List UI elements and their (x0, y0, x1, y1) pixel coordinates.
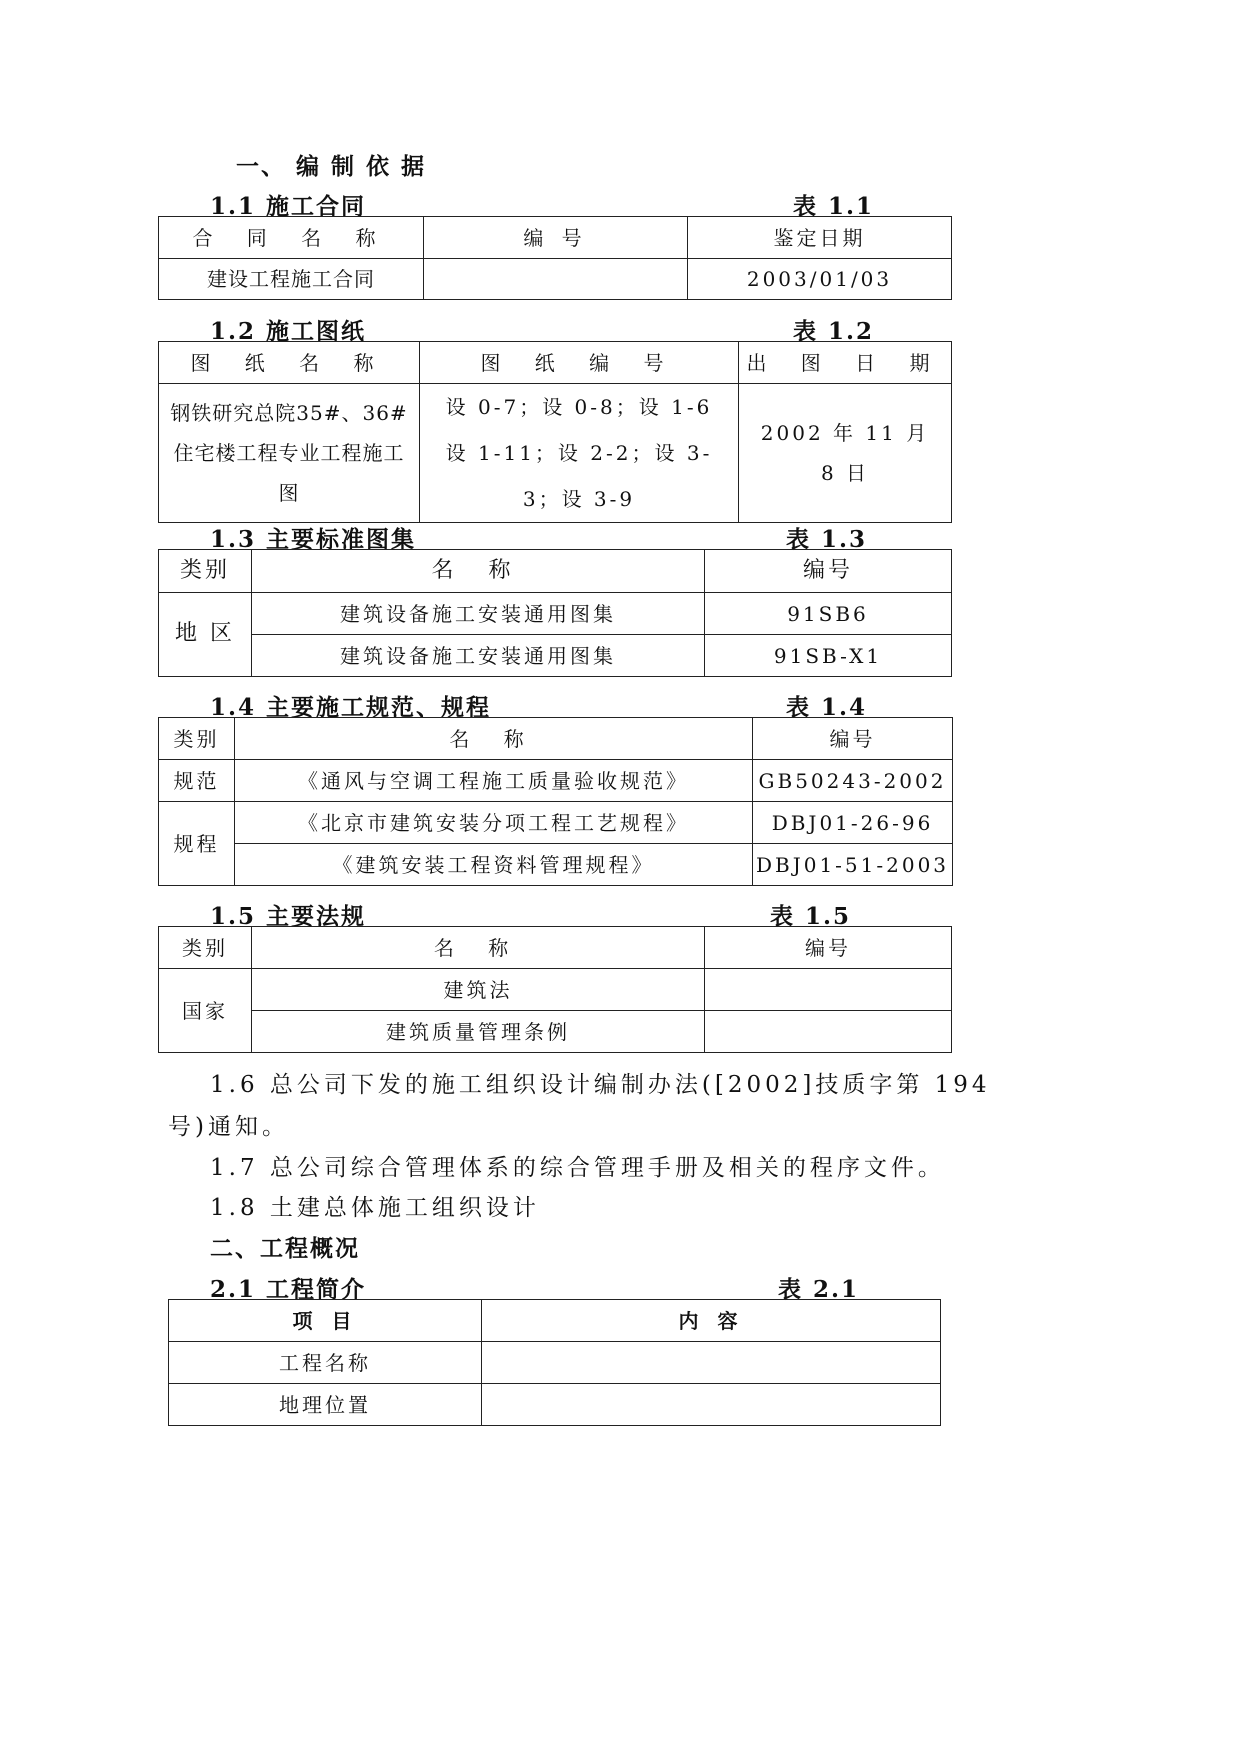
paragraph-1-6: 1.6 总公司下发的施工组织设计编制办法([2002]技质字第 194 (210, 1072, 991, 1098)
header-cell: 图 纸 名 称 (159, 342, 420, 384)
table-cell: DBJ01-51-2003 (753, 844, 953, 886)
header-cell: 鉴定日期 (688, 217, 952, 259)
table-row (159, 844, 953, 886)
table-row (169, 1384, 941, 1426)
header-cell: 类别 (159, 927, 252, 969)
header-cell: 名 称 (235, 718, 753, 760)
table-cell: 《通风与空调工程施工质量验收规范》 (235, 760, 753, 802)
table-1-4 (158, 717, 953, 886)
category-cell: 规范 (159, 760, 235, 802)
table-row (159, 635, 952, 677)
table-cell: 设 0-7；设 0-8；设 1-6 设 1-11；设 2-2；设 3-3；设 3-9 (420, 384, 739, 523)
header-cell: 类别 (159, 718, 235, 760)
table-cell (482, 1342, 941, 1384)
table-2-1-label: 表 2.1 (778, 1276, 860, 1303)
table-cell: 《建筑安装工程资料管理规程》 (235, 844, 753, 886)
table-row (159, 593, 952, 635)
table-2-1-title: 2.1 工程简介 (210, 1276, 367, 1303)
table-cell: DBJ01-26-96 (753, 802, 953, 844)
table-1-3-label: 表 1.3 (786, 526, 868, 553)
table-cell: 建筑设备施工安装通用图集 (252, 635, 705, 677)
table-1-3-title: 1.3 主要标准图集 (210, 526, 417, 553)
section-2-title: 二、工程概况 (210, 1235, 360, 1262)
paragraph-1-8: 1.8 土建总体施工组织设计 (210, 1195, 540, 1221)
table-cell (482, 1384, 941, 1426)
table-cell: 钢铁研究总院35#、36#住宅楼工程专业工程施工图 (159, 384, 420, 523)
table-cell: 地理位置 (169, 1384, 482, 1426)
table-row (159, 1011, 952, 1053)
header-cell: 编 号 (424, 217, 688, 259)
table-1-1 (158, 216, 952, 300)
table-row (159, 760, 953, 802)
table-row (169, 1342, 941, 1384)
table-1-5-title: 1.5 主要法规 (210, 903, 367, 930)
table-1-4-title: 1.4 主要施工规范、规程 (210, 694, 492, 721)
table-1-1-label: 表 1.1 (793, 193, 875, 220)
header-cell: 项 目 (169, 1300, 482, 1342)
table-cell: 2003/01/03 (688, 259, 952, 300)
paragraph-1-6-cont: 号)通知。 (168, 1114, 289, 1140)
table-header-row (169, 1300, 941, 1342)
table-1-2 (158, 341, 952, 523)
section-1-title: 一、 编 制 依 据 (236, 153, 427, 180)
table-2-1 (168, 1299, 941, 1426)
header-cell: 名 称 (252, 927, 705, 969)
table-1-2-label: 表 1.2 (793, 318, 875, 345)
table-cell: 《北京市建筑安装分项工程工艺规程》 (235, 802, 753, 844)
header-cell: 内 容 (482, 1300, 941, 1342)
table-1-5-label: 表 1.5 (770, 903, 852, 930)
header-cell: 合 同 名 称 (159, 217, 424, 259)
category-cell: 地 区 (159, 593, 252, 677)
table-1-3 (158, 549, 952, 677)
header-cell: 编号 (705, 927, 952, 969)
header-cell: 类别 (159, 550, 252, 593)
table-cell: 91SB-X1 (705, 635, 952, 677)
table-row (159, 802, 953, 844)
category-cell: 规程 (159, 802, 235, 886)
header-cell: 出 图 日 期 (739, 342, 952, 384)
table-cell: GB50243-2002 (753, 760, 953, 802)
table-header-row (159, 927, 952, 969)
table-header-row (159, 342, 952, 384)
table-cell: 工程名称 (169, 1342, 482, 1384)
table-1-1-title: 1.1 施工合同 (210, 193, 367, 220)
table-cell: 建筑设备施工安装通用图集 (252, 593, 705, 635)
table-cell: 2002 年 11 月 8 日 (739, 384, 952, 523)
table-row (159, 259, 952, 300)
table-header-row (159, 550, 952, 593)
table-1-4-label: 表 1.4 (786, 694, 868, 721)
table-cell: 建筑法 (252, 969, 705, 1011)
table-cell (424, 259, 688, 300)
table-cell: 建设工程施工合同 (159, 259, 424, 300)
category-cell: 国家 (159, 969, 252, 1053)
header-cell: 图 纸 编 号 (420, 342, 739, 384)
table-1-2-title: 1.2 施工图纸 (210, 318, 367, 345)
table-1-5 (158, 926, 952, 1053)
header-cell: 编号 (705, 550, 952, 593)
table-cell: 91SB6 (705, 593, 952, 635)
table-cell (705, 969, 952, 1011)
table-cell: 建筑质量管理条例 (252, 1011, 705, 1053)
table-row (159, 969, 952, 1011)
table-header-row (159, 718, 953, 760)
table-row (159, 384, 952, 523)
paragraph-1-7: 1.7 总公司综合管理体系的综合管理手册及相关的程序文件。 (210, 1155, 945, 1181)
header-cell: 名 称 (252, 550, 705, 593)
table-header-row (159, 217, 952, 259)
table-cell (705, 1011, 952, 1053)
header-cell: 编号 (753, 718, 953, 760)
